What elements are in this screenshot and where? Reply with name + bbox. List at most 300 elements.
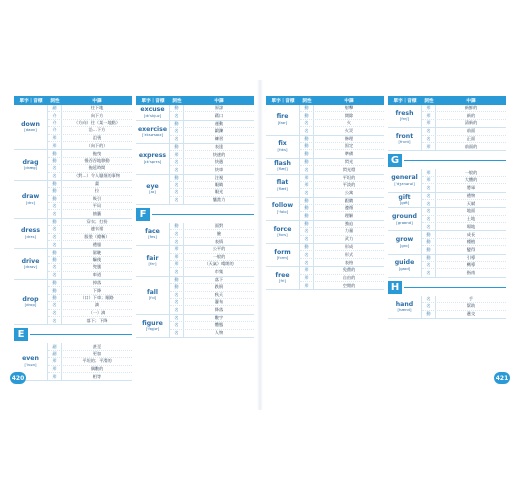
meaning: 公寓 — [344, 189, 354, 195]
sense-row — [48, 366, 132, 373]
meaning: 服裝（總稱） — [84, 233, 110, 239]
sense-row — [170, 136, 254, 143]
right-page — [266, 96, 506, 396]
part-of-speech: 副 — [48, 351, 62, 357]
meaning: 武力 — [344, 236, 354, 242]
part-of-speech: 名 — [170, 112, 184, 119]
entry-fix — [266, 136, 384, 159]
meaning: 力量 — [344, 228, 354, 234]
sense-list — [422, 193, 506, 208]
left-page — [14, 96, 254, 396]
part-of-speech: 動 — [422, 246, 436, 253]
part-of-speech: 形 — [422, 112, 436, 118]
meaning: 慢吞吞地移動 — [84, 157, 110, 163]
sense-list — [300, 221, 384, 243]
part-of-speech: 形 — [300, 182, 314, 188]
part-of-speech: 形 — [48, 358, 62, 364]
part-of-speech: 名 — [48, 226, 62, 232]
meaning: 鍛鍊 — [214, 128, 224, 134]
part-of-speech: 名 — [48, 203, 62, 209]
sense-row — [422, 169, 506, 176]
part-of-speech: 動 — [300, 198, 314, 204]
meaning: 畫 — [94, 181, 100, 187]
meaning: 場地 — [466, 223, 476, 229]
meaning: 火災 — [344, 127, 354, 133]
sense-row — [48, 105, 132, 112]
pronunciation: [flæʃ] — [277, 166, 288, 172]
sense-list — [48, 219, 132, 249]
sense-row — [300, 212, 384, 219]
headword-cell — [266, 136, 300, 158]
meaning: 閃光 — [344, 158, 354, 164]
headword: drop — [22, 295, 39, 303]
part-of-speech: 動 — [422, 255, 436, 261]
headword-cell — [266, 105, 300, 135]
sense-row — [300, 251, 384, 258]
meaning: 面對 — [214, 223, 224, 229]
meaning: 更加 — [92, 350, 102, 356]
meaning: 大體的 — [464, 176, 478, 182]
headword: face — [145, 227, 160, 235]
part-of-speech: 動 — [48, 196, 62, 202]
sense-row — [48, 317, 132, 324]
part-of-speech: 形 — [48, 373, 62, 380]
sense-row — [422, 303, 506, 310]
meaning: 將軍 — [466, 184, 476, 190]
left-column-b — [136, 96, 254, 338]
meaning: 往下地 — [90, 105, 104, 111]
meaning: 指南 — [466, 270, 476, 276]
entry-list — [388, 169, 506, 277]
meaning: 拖延時間 — [88, 165, 106, 171]
headword-cell — [136, 144, 170, 174]
sense-row — [422, 105, 506, 112]
meaning: 快速的 — [212, 151, 226, 157]
entry-free — [266, 267, 384, 290]
sense-row — [48, 358, 132, 365]
part-of-speech: 動 — [170, 144, 184, 150]
meaning: 平坦的 — [342, 174, 356, 180]
meaning: 火 — [346, 119, 352, 125]
sense-row — [170, 268, 254, 275]
part-of-speech: 形 — [48, 135, 62, 141]
sense-list — [422, 296, 506, 318]
book-gutter — [257, 80, 263, 410]
pronunciation: [fors] — [277, 232, 288, 238]
meaning: 遵循 — [344, 205, 354, 211]
part-of-speech: 名 — [300, 189, 314, 196]
sense-list — [422, 128, 506, 150]
part-of-speech: 名 — [300, 166, 314, 173]
sense-list — [48, 150, 132, 180]
sense-row — [422, 128, 506, 135]
letter-divider — [404, 160, 506, 161]
pronunciation: [aɪ] — [149, 189, 156, 195]
pronunciation: [fɪks] — [277, 146, 288, 152]
letter-g-badge: G — [388, 154, 402, 167]
meaning: （天氣）晴朗的 — [204, 261, 234, 267]
headword-cell — [136, 175, 170, 205]
part-of-speech: 名 — [422, 193, 436, 199]
part-of-speech: 名 — [170, 189, 184, 195]
sense-row — [48, 173, 132, 180]
meaning: 地面 — [466, 208, 476, 214]
sense-row — [422, 208, 506, 215]
pronunciation: [fes] — [148, 234, 157, 240]
part-of-speech: 動 — [300, 112, 314, 118]
sense-row — [48, 302, 132, 309]
meaning: 偶數的 — [90, 365, 104, 371]
pronunciation: [gro] — [399, 242, 410, 248]
part-of-speech: 動 — [48, 181, 62, 187]
meaning: 平坦的；平滑的 — [82, 358, 112, 364]
headword: flash — [274, 159, 291, 167]
part-of-speech: 名 — [300, 251, 314, 257]
part-of-speech: 形 — [48, 366, 62, 372]
entry-ground — [388, 208, 506, 231]
sense-row — [300, 105, 384, 112]
meaning: 快遞 — [214, 158, 224, 164]
part-of-speech: 名 — [48, 234, 62, 240]
entry-flash — [266, 159, 384, 175]
sense-row — [48, 210, 132, 217]
header-pos: 詞性 — [172, 98, 182, 104]
headword-cell — [136, 277, 170, 314]
sense-row — [422, 311, 506, 318]
headword-cell — [388, 296, 422, 318]
headword: figure — [142, 319, 163, 327]
sense-row — [300, 221, 384, 228]
letter-heading-f — [136, 208, 254, 221]
part-of-speech: 名 — [422, 269, 436, 276]
sense-row — [170, 175, 254, 182]
meaning: 新的 — [466, 112, 476, 118]
part-of-speech: 介 — [48, 112, 62, 118]
headword: eye — [146, 182, 159, 190]
pronunciation: [fɔrm] — [276, 255, 289, 261]
meaning: （一）滴 — [88, 309, 106, 315]
meaning: 跟隨 — [344, 197, 354, 203]
entry-follow — [266, 198, 384, 221]
pronunciation: [gaɪd] — [398, 265, 411, 271]
part-of-speech: 動 — [48, 295, 62, 301]
headword: express — [138, 152, 167, 160]
meaning: 形式 — [344, 251, 354, 257]
part-of-speech: 動 — [48, 158, 62, 164]
headword: free — [275, 271, 290, 279]
part-of-speech: 名 — [48, 165, 62, 171]
part-of-speech: 名 — [48, 310, 62, 316]
entry-fall — [136, 277, 254, 315]
table-header — [388, 96, 506, 105]
sense-row — [170, 299, 254, 306]
part-of-speech: 名 — [48, 173, 62, 180]
meaning: 禮物 — [466, 192, 476, 198]
header-word: 單字｜音標 — [393, 98, 417, 104]
meaning: 空閒的 — [342, 282, 356, 288]
entry-list — [388, 105, 506, 151]
part-of-speech: 動 — [170, 284, 184, 290]
meaning: 表達 — [214, 144, 224, 150]
sense-row — [422, 200, 506, 207]
meaning: 快車 — [214, 166, 224, 172]
part-of-speech: 形 — [300, 275, 314, 281]
meaning: 車道 — [92, 272, 102, 278]
entry-list — [136, 223, 254, 338]
sense-list — [170, 223, 254, 245]
headword-cell — [388, 193, 422, 208]
meaning: 引導 — [466, 254, 476, 260]
header-word: 單字｜音標 — [141, 98, 165, 104]
entry-face — [136, 223, 254, 246]
sense-row — [48, 142, 132, 149]
headword-cell — [266, 198, 300, 220]
header-pos: 詞性 — [302, 98, 312, 104]
sense-row — [300, 136, 384, 143]
sense-row — [170, 246, 254, 253]
sense-row — [170, 197, 254, 204]
part-of-speech: 介 — [48, 120, 62, 126]
part-of-speech: 名 — [48, 264, 62, 270]
headword: grow — [395, 236, 414, 244]
headword: fresh — [395, 109, 414, 117]
meaning: 秋天 — [214, 291, 224, 297]
part-of-speech: 形 — [422, 105, 436, 111]
part-of-speech: 動 — [300, 212, 314, 219]
entry-list — [388, 296, 506, 319]
headword: exercise — [137, 125, 168, 133]
sense-list — [48, 280, 132, 324]
headword: hand — [395, 300, 414, 308]
meaning: 平淡的 — [342, 182, 356, 188]
sense-row — [300, 244, 384, 251]
sense-row — [170, 261, 254, 268]
headword-cell — [14, 219, 48, 249]
part-of-speech: 動 — [300, 159, 314, 165]
headword: fall — [146, 288, 159, 296]
part-of-speech: 動 — [48, 150, 62, 156]
entry-list — [136, 105, 254, 205]
part-of-speech: 形 — [300, 282, 314, 289]
meaning: 正面 — [466, 135, 476, 141]
letter-divider — [404, 287, 506, 288]
sense-row — [170, 322, 254, 329]
headword: drag — [22, 158, 39, 166]
meaning: 原諒 — [214, 105, 224, 111]
part-of-speech: 名 — [170, 292, 184, 298]
sense-list — [300, 159, 384, 174]
entry-list — [14, 105, 132, 325]
entry-gift — [388, 193, 506, 209]
entry-eye — [136, 175, 254, 206]
part-of-speech: 副 — [48, 105, 62, 111]
sense-row — [422, 255, 506, 262]
meaning: 吸引 — [92, 195, 102, 201]
entry-drag — [14, 150, 132, 181]
sense-list — [300, 175, 384, 197]
letter-e-badge: E — [14, 328, 28, 341]
meaning: 鑒賞力 — [212, 197, 226, 203]
headword-cell — [266, 159, 300, 174]
part-of-speech: 名 — [170, 128, 184, 134]
header-meaning: 中譯 — [214, 98, 224, 104]
meaning: （向下的） — [86, 142, 108, 148]
part-of-speech: 形 — [422, 120, 436, 127]
headword: draw — [21, 193, 40, 201]
header-pos: 詞性 — [424, 98, 434, 104]
pronunciation: [drɔ] — [25, 199, 36, 205]
headword-cell — [266, 221, 300, 243]
meaning: 相等 — [92, 373, 102, 379]
letter-divider — [30, 334, 132, 335]
sense-row — [300, 166, 384, 173]
meaning: 市集 — [214, 269, 224, 275]
meaning: 前面的 — [464, 143, 478, 149]
part-of-speech: 動 — [48, 280, 62, 286]
pronunciation: [ɪkˈskjuz] — [143, 112, 162, 118]
headword-cell — [388, 208, 422, 230]
entry-flat — [266, 175, 384, 198]
meaning: 理解 — [344, 213, 354, 219]
sense-list — [170, 144, 254, 174]
sense-list — [170, 121, 254, 143]
meaning: 變得 — [466, 246, 476, 252]
meaning: 禮服 — [92, 241, 102, 247]
part-of-speech: 名 — [48, 317, 62, 324]
table-header — [136, 96, 254, 105]
headword-cell — [266, 267, 300, 289]
meaning: 駕駛 — [92, 249, 102, 255]
right-column-b — [388, 96, 506, 319]
entry-fire — [266, 105, 384, 136]
entry-guide — [388, 255, 506, 278]
meaning: 數字 — [214, 314, 224, 320]
part-of-speech: 動 — [48, 219, 62, 225]
sense-row — [300, 198, 384, 205]
part-of-speech: 名 — [422, 184, 436, 191]
part-of-speech: 名 — [48, 302, 62, 308]
sense-list — [48, 105, 132, 149]
meaning: 抽籤 — [92, 211, 102, 217]
sense-row — [300, 182, 384, 189]
sense-row — [48, 234, 132, 241]
headword-cell — [136, 105, 170, 120]
sense-list — [48, 343, 132, 380]
pronunciation: [ˈɛksɚsaɪz] — [141, 132, 164, 138]
sense-row — [48, 373, 132, 380]
part-of-speech: 動 — [300, 244, 314, 250]
headword: front — [395, 132, 414, 140]
meaning: 落下 — [214, 277, 224, 282]
headword: flat — [276, 179, 289, 187]
header-meaning: 中譯 — [466, 98, 476, 104]
headword: general — [391, 174, 418, 182]
headword-cell — [388, 255, 422, 277]
headword: fair — [146, 254, 159, 262]
sense-list — [300, 105, 384, 135]
part-of-speech: 動 — [422, 311, 436, 318]
pronunciation: [ˈfɑlo] — [276, 208, 289, 214]
part-of-speech: 名 — [170, 268, 184, 275]
letter-divider — [152, 214, 254, 215]
part-of-speech: 動 — [170, 277, 184, 283]
sense-row — [300, 259, 384, 266]
part-of-speech: 形 — [48, 142, 62, 149]
part-of-speech: 名 — [422, 200, 436, 207]
page-number-right: 421 — [494, 372, 510, 384]
headword: fix — [278, 140, 287, 148]
sense-row — [170, 238, 254, 245]
meaning: 沮喪 — [92, 134, 102, 140]
meaning: 連衣裙 — [90, 226, 104, 232]
sense-row — [422, 296, 506, 303]
pronunciation: [dræg] — [23, 165, 38, 171]
sense-row — [422, 231, 506, 238]
sense-row — [170, 230, 254, 237]
sense-row — [422, 269, 506, 276]
meaning: 表格 — [344, 259, 354, 265]
sense-list — [422, 255, 506, 277]
left-column-a — [14, 96, 132, 381]
headword-cell — [14, 150, 48, 180]
sense-row — [422, 136, 506, 143]
entry-express — [136, 144, 254, 175]
headword-cell — [136, 121, 170, 143]
sense-row — [48, 135, 132, 142]
sense-list — [170, 277, 254, 314]
sense-row — [300, 275, 384, 282]
sense-row — [170, 306, 254, 313]
entry-exercise — [136, 121, 254, 144]
meaning: 眼光 — [214, 189, 224, 195]
meaning: 注視 — [214, 174, 224, 180]
sense-row — [170, 277, 254, 284]
part-of-speech: 形 — [170, 246, 184, 252]
entry-force — [266, 221, 384, 244]
part-of-speech: 動 — [300, 136, 314, 142]
part-of-speech: 名 — [170, 306, 184, 313]
entry-form — [266, 244, 384, 267]
part-of-speech: 形 — [422, 177, 436, 183]
meaning: 遞交 — [466, 311, 476, 317]
pronunciation: [frʌnt] — [398, 139, 411, 145]
part-of-speech: 名 — [422, 262, 436, 268]
sense-row — [170, 112, 254, 119]
sense-row — [48, 249, 132, 256]
part-of-speech: 名 — [422, 216, 436, 222]
sense-list — [170, 105, 254, 120]
header-pos: 詞性 — [50, 98, 60, 104]
pronunciation: [drɛs] — [25, 233, 36, 239]
part-of-speech: 介 — [48, 127, 62, 133]
letter-heading-g — [388, 154, 506, 167]
sense-row — [48, 181, 132, 188]
sense-row — [48, 203, 132, 210]
sense-row — [170, 166, 254, 173]
part-of-speech: 名 — [48, 210, 62, 217]
pronunciation: [ɪkˈsprɛs] — [143, 158, 162, 164]
part-of-speech: 名 — [170, 166, 184, 173]
sense-row — [422, 223, 506, 230]
headword-cell — [14, 105, 48, 149]
entry-draw — [14, 181, 132, 219]
sense-row — [48, 272, 132, 279]
meaning: 公平的 — [212, 246, 226, 252]
sense-row — [48, 127, 132, 134]
meaning: 體態 — [214, 322, 224, 328]
right-column-a — [266, 96, 384, 290]
pronunciation: [fri] — [279, 278, 286, 284]
